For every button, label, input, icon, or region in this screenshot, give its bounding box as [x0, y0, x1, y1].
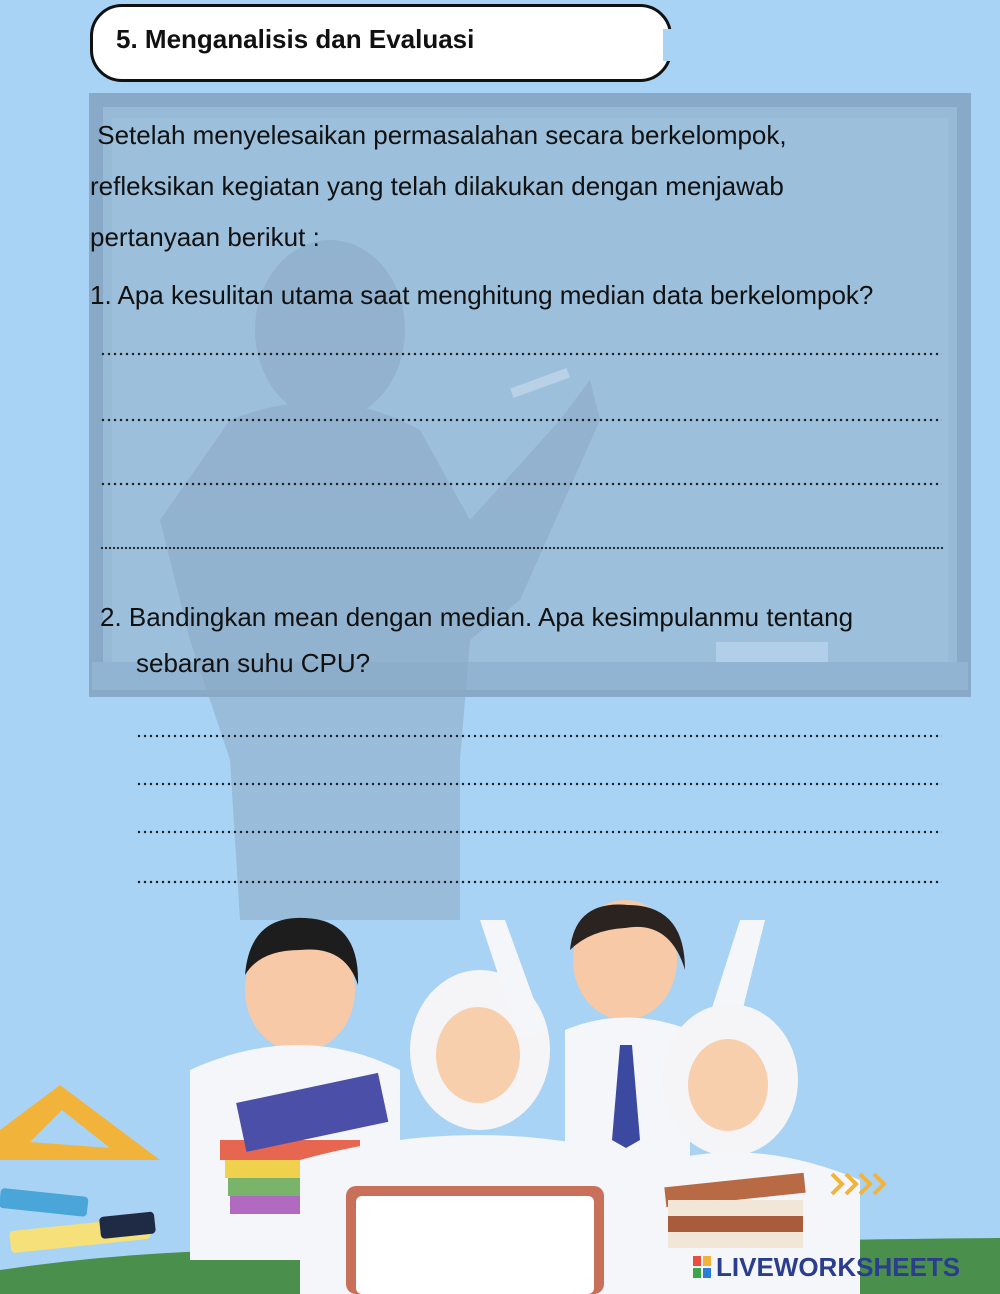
answer-1-line-3[interactable]	[100, 482, 942, 486]
answer-1-line-1[interactable]	[100, 352, 942, 356]
pencil-illustration	[0, 1188, 156, 1253]
question-1: 1. Apa kesulitan utama saat menghitung median data berkelompok?	[90, 280, 874, 310]
answer-2-line-1[interactable]	[136, 734, 942, 738]
question-2-line-2: sebaran suhu CPU?	[136, 648, 371, 678]
liveworksheets-watermark: LIVEWORKSHEETS	[716, 1252, 961, 1282]
intro-line-1: Setelah menyelesaikan permasalahan secara berkelompok,	[90, 120, 787, 150]
question-2-line-1: 2. Bandingkan mean dengan median. Apa kesimpulanmu tentang	[100, 602, 854, 632]
students-illustration	[190, 900, 860, 1294]
answer-2-line-4[interactable]	[136, 880, 942, 884]
set-square-illustration	[0, 1085, 160, 1160]
answer-2-line-3[interactable]	[136, 830, 942, 834]
title-box-notch	[663, 29, 673, 61]
answer-1-line-2[interactable]	[100, 418, 942, 422]
intro-line-2: refleksikan kegiatan yang telah dilakukan dengan menjawab	[90, 171, 784, 201]
intro-paragraph	[90, 110, 910, 263]
answer-2-line-2[interactable]	[136, 782, 942, 786]
answer-1-line-4[interactable]	[100, 546, 944, 550]
section-title: 5. Menganalisis dan Evaluasi	[116, 24, 475, 54]
liveworksheets-logo-icon	[693, 1256, 711, 1278]
intro-line-3: pertanyaan berikut :	[90, 222, 320, 252]
